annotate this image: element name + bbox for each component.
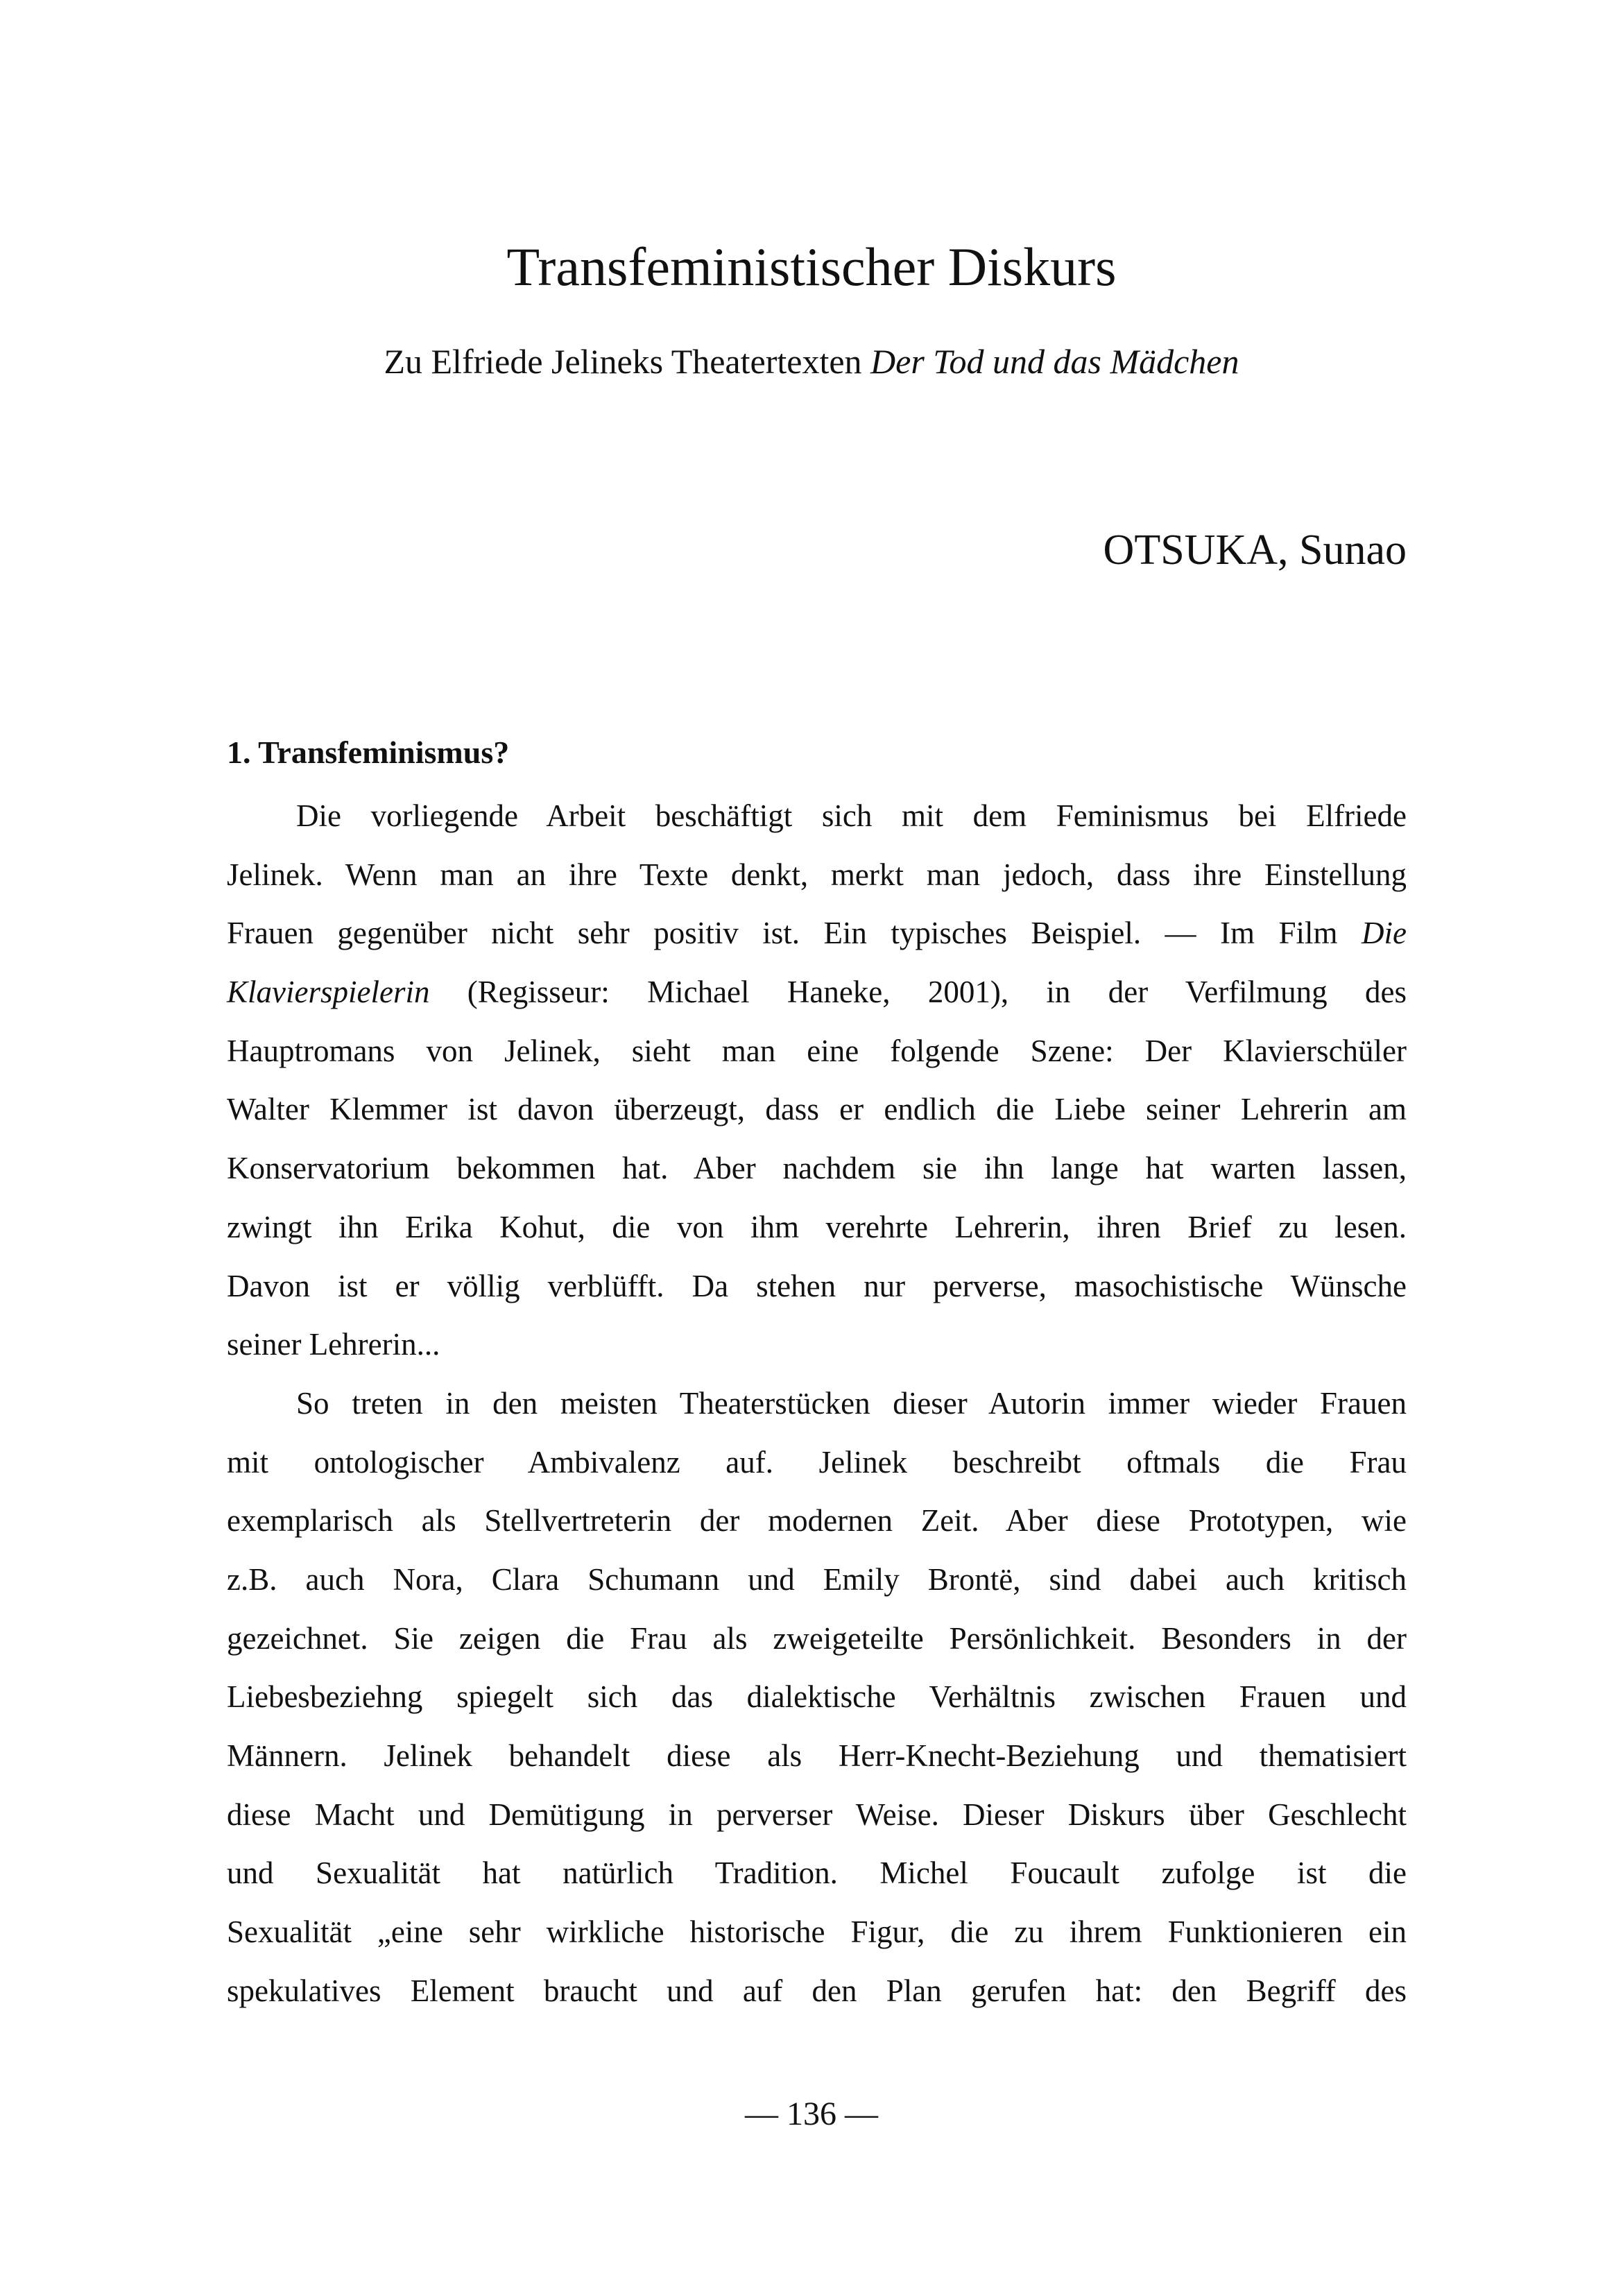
line-text: Sexualität „eine sehr wirkliche historische Figur, die zu ihrem Funktionieren ein (227, 1914, 1407, 1950)
line-text: diese Macht und Demütigung in perverser Weise. Dieser Diskurs über Geschlecht (227, 1797, 1407, 1832)
text-line (227, 1323, 1407, 1382)
line-text: Frauen gegenüber nicht sehr positiv ist. Ein typisches Beispiel. — Im Film (227, 916, 1362, 951)
line-text: exemplarisch als Stellvertreterin der modernen Zeit. Aber diese Prototypen, wie (227, 1503, 1407, 1539)
text-line (227, 1030, 1407, 1089)
italic-title: Klavierspielerin (227, 975, 430, 1010)
line-text: zwingt ihn Erika Kohut, die von ihm verehrte Lehrerin, ihren Brief zu lesen. (227, 1209, 1407, 1244)
line-text: Konservatorium bekommen hat. Aber nachdem sie ihn lange hat warten lassen, (227, 1151, 1407, 1186)
line-text: Die vorliegende Arbeit beschäftigt sich mit dem Feminismus bei Elfriede (296, 798, 1407, 833)
text-line (227, 1852, 1407, 1911)
line-text: seiner Lehrerin... (227, 1327, 440, 1362)
author-name: OTSUKA, Sunao (1103, 526, 1407, 574)
document-subtitle (0, 341, 1623, 382)
text-line (227, 795, 1407, 854)
line-text: Walter Klemmer ist davon überzeugt, dass er endlich die Liebe seiner Lehrerin am (227, 1092, 1407, 1127)
document-title: Transfeministischer Diskurs (506, 237, 1117, 297)
line-text: und Sexualität hat natürlich Tradition. Michel Foucault zufolge ist die (227, 1856, 1407, 1891)
text-line (227, 1382, 1407, 1441)
page-number: — 136 — (745, 2096, 878, 2132)
line-text: Liebesbeziehng spiegelt sich das dialektische Verhältnis zwischen Frauen und (227, 1679, 1407, 1715)
text-line (227, 1559, 1407, 1618)
subtitle-work-title: Der Tod und das Mädchen (870, 342, 1239, 381)
text-line (227, 1618, 1407, 1677)
italic-title: Die (1362, 916, 1407, 951)
text-line (227, 1970, 1407, 2029)
line-text: Davon ist er völlig verblüfft. Da stehen nur perverse, masochistische Wünsche (227, 1268, 1407, 1303)
line-text: Jelinek. Wenn man an ihre Texte denkt, merkt man jedoch, dass ihre Einstellung (227, 857, 1407, 892)
line-text: So treten in den meisten Theaterstücken dieser Autorin immer wieder Frauen (296, 1385, 1407, 1421)
text-line (227, 1911, 1407, 1970)
line-text: spekulatives Element braucht und auf den Plan gerufen hat: den Begriff des (227, 1973, 1407, 2008)
text-line (227, 1441, 1407, 1500)
line-text: z.B. auch Nora, Clara Schumann und Emily Brontë, sind dabei auch kritisch (227, 1561, 1407, 1597)
line-text: (Regisseur: Michael Haneke, 2001), in der Verfilmung des (429, 975, 1407, 1010)
text-line (227, 1147, 1407, 1206)
text-line (227, 854, 1407, 913)
line-text: Männern. Jelinek behandelt diese als Herr-Knecht-Beziehung und thematisiert (227, 1738, 1407, 1773)
section-heading: 1. Transfeminismus? (227, 735, 510, 770)
body-text (227, 795, 1407, 2028)
text-line (227, 1206, 1407, 1265)
text-line (227, 912, 1407, 971)
text-line (227, 1735, 1407, 1794)
subtitle-text: Zu Elfriede Jelineks Theatertexten (384, 342, 871, 381)
line-text: gezeichnet. Sie zeigen die Frau als zweigeteilte Persönlichkeit. Besonders in der (227, 1620, 1407, 1656)
text-line (227, 1794, 1407, 1853)
text-line (227, 1265, 1407, 1324)
text-line (227, 971, 1407, 1030)
line-text: mit ontologischer Ambivalenz auf. Jelinek beschreibt oftmals die Frau (227, 1444, 1407, 1480)
text-line (227, 1088, 1407, 1147)
text-line (227, 1676, 1407, 1735)
line-text: Hauptromans von Jelinek, sieht man eine folgende Szene: Der Klavierschüler (227, 1033, 1407, 1068)
text-line (227, 1500, 1407, 1559)
